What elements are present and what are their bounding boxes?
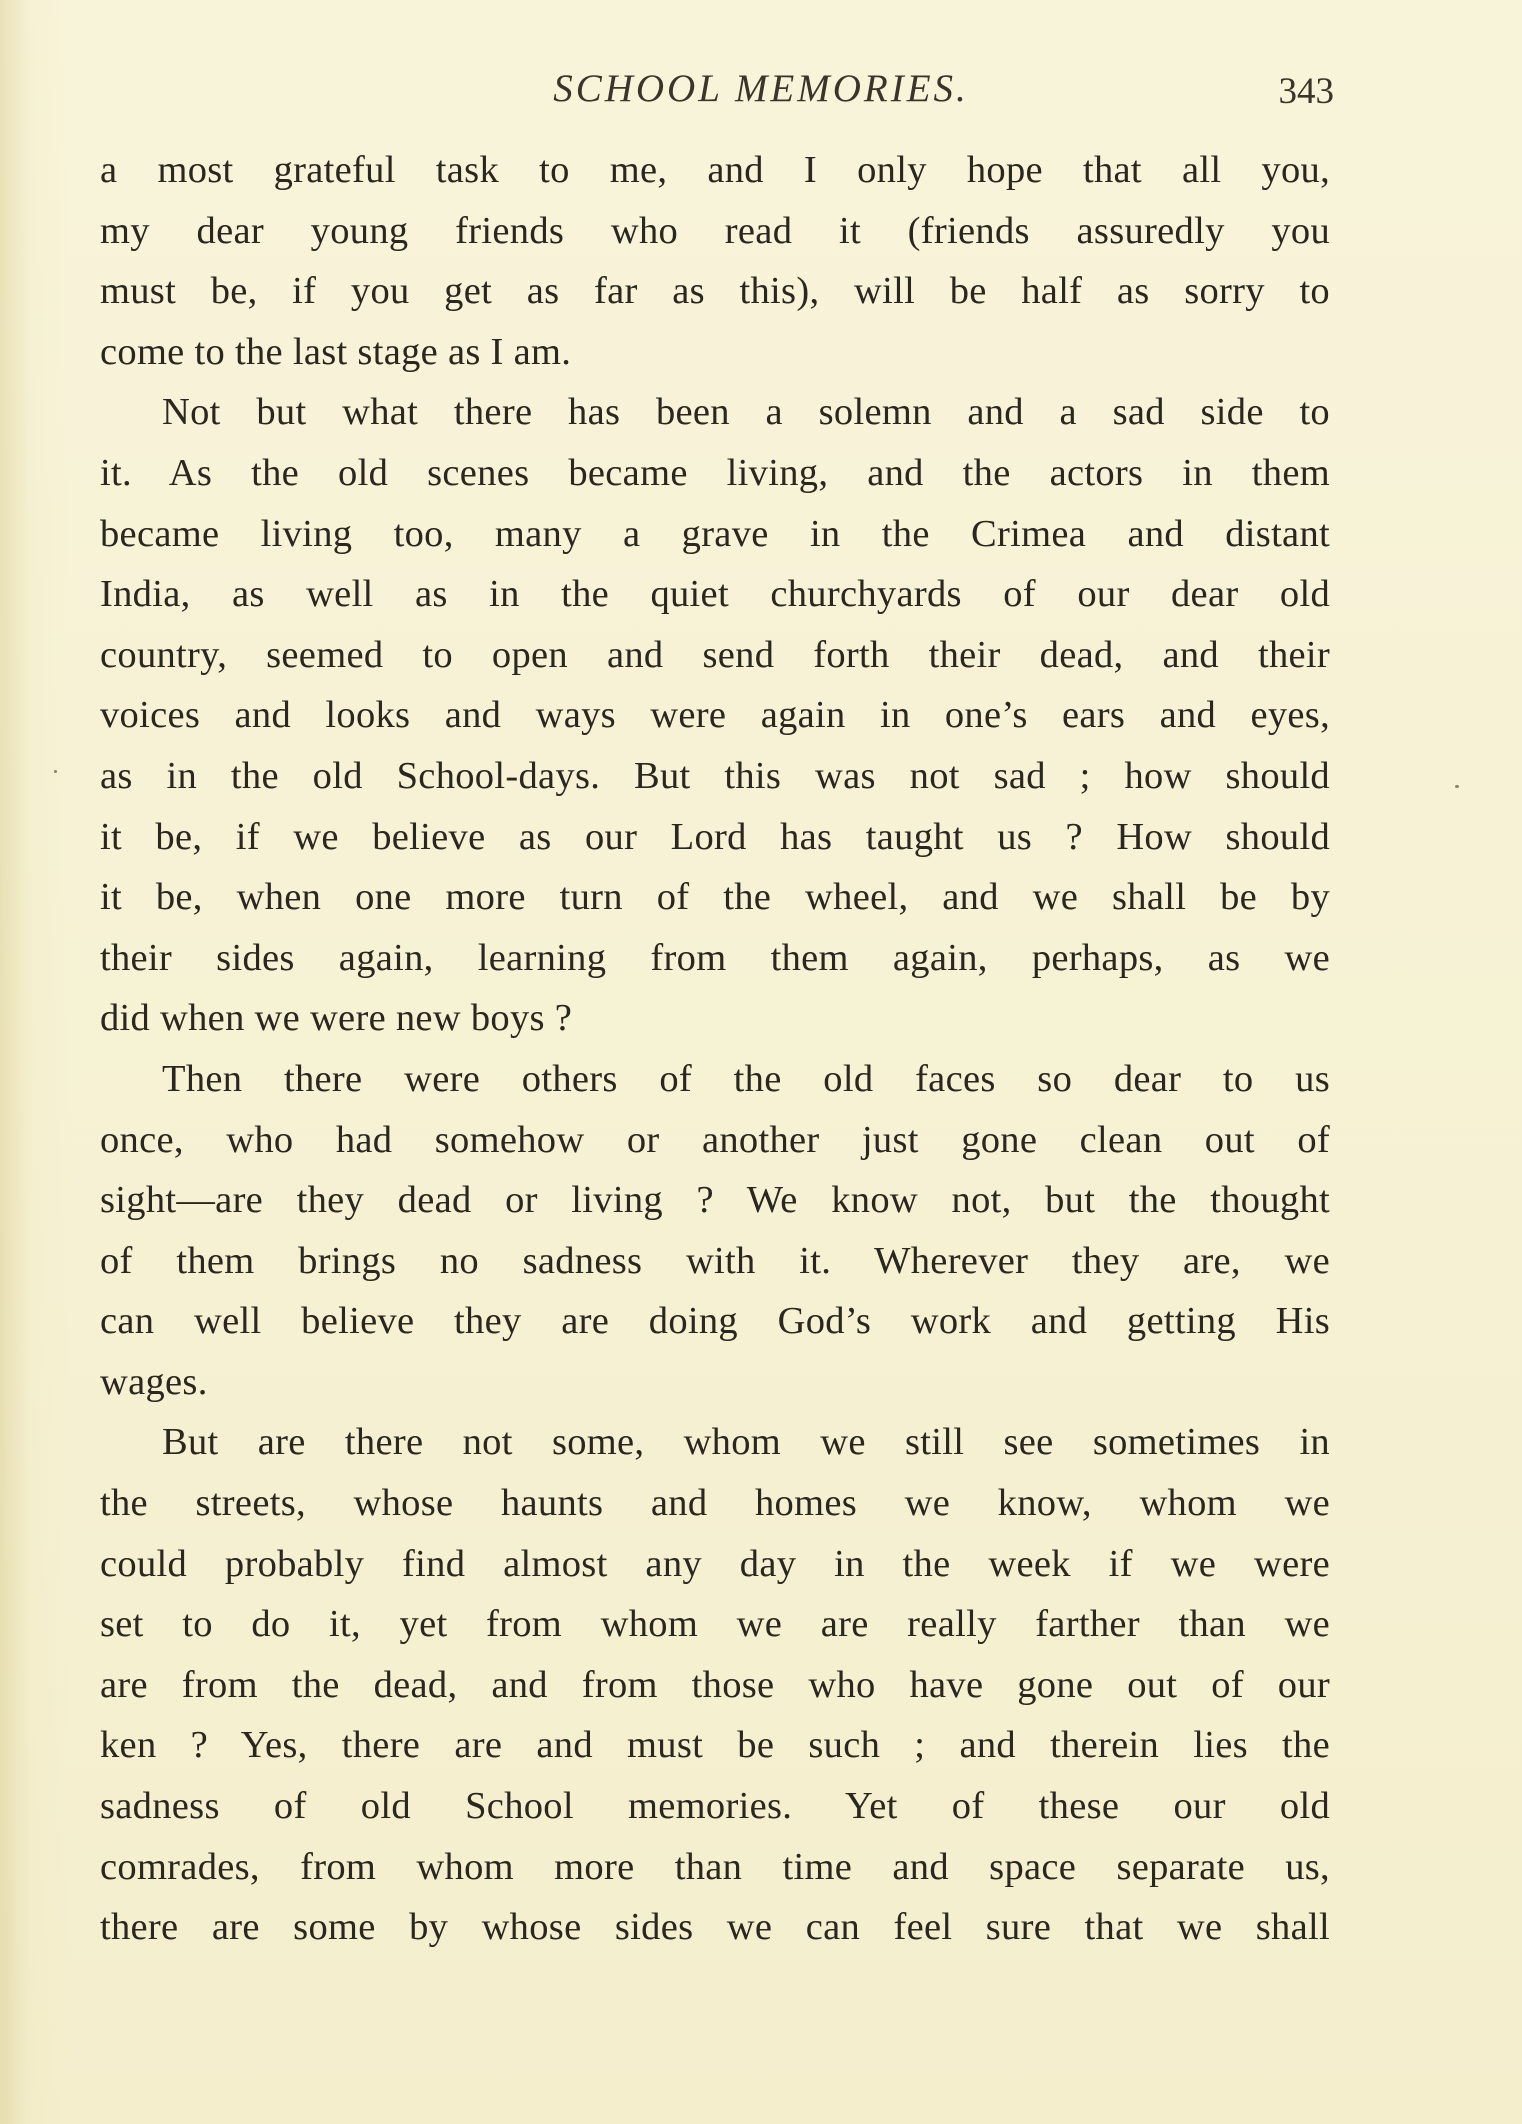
text-line: can well believe they are doing God’s work and getting His (100, 1300, 1330, 1343)
paper-speck (1455, 785, 1459, 788)
text-line: wages. (100, 1360, 208, 1403)
page-number: 343 (1278, 71, 1334, 112)
text-line: could probably find almost any day in the week if we were (100, 1542, 1330, 1585)
text-line: comrades, from whom more than time and space separate us, (100, 1845, 1330, 1888)
text-line: India, as well as in the quiet churchyards of our dear old (100, 573, 1330, 616)
text-line: set to do it, yet from whom we are really farther than we (100, 1603, 1330, 1646)
text-line: did when we were new boys ? (100, 997, 573, 1040)
text-line: sadness of old School memories. Yet of these our old (100, 1785, 1330, 1828)
text-line: ken ? Yes, there are and must be such ; and therein lies the (100, 1724, 1330, 1767)
paper-speck (54, 770, 57, 773)
text-line: must be, if you get as far as this), will be half as sorry to (100, 270, 1330, 313)
text-line: as in the old School-days. But this was not sad ; how should (100, 754, 1330, 797)
body-text (100, 140, 1330, 1958)
text-line: sight—are they dead or living ? We know not, but the thought (100, 1179, 1330, 1222)
text-line: became living too, many a grave in the Crimea and distant (100, 512, 1330, 555)
text-line: the streets, whose haunts and homes we know, whom we (100, 1482, 1330, 1525)
text-line: are from the dead, and from those who have gone out of our (100, 1663, 1330, 1706)
text-line: Not but what there has been a solemn and a sad side to (162, 391, 1330, 434)
running-head (0, 66, 1522, 116)
text-line: my dear young friends who read it (friends assuredly you (100, 209, 1330, 252)
text-line: their sides again, learning from them again, perhaps, as we (100, 936, 1330, 979)
text-line: once, who had somehow or another just gone clean out of (100, 1118, 1330, 1161)
text-line: it. As the old scenes became living, and the actors in them (100, 451, 1330, 494)
text-line: country, seemed to open and send forth their dead, and their (100, 633, 1330, 676)
text-line: of them brings no sadness with it. Wherever they are, we (100, 1239, 1330, 1282)
text-line: But are there not some, whom we still see sometimes in (162, 1421, 1330, 1464)
text-line: there are some by whose sides we can feel sure that we shall (100, 1906, 1330, 1949)
text-line: a most grateful task to me, and I only hope that all you, (100, 149, 1330, 191)
text-line: it be, if we believe as our Lord has taught us ? How should (100, 815, 1330, 858)
text-line: Then there were others of the old faces so dear to us (162, 1057, 1330, 1100)
text-line: voices and looks and ways were again in one’s ears and eyes, (100, 694, 1330, 737)
text-line: it be, when one more turn of the wheel, and we shall be by (100, 876, 1330, 919)
running-title: SCHOOL MEMORIES. (553, 67, 969, 110)
text-line: come to the last stage as I am. (100, 330, 572, 373)
